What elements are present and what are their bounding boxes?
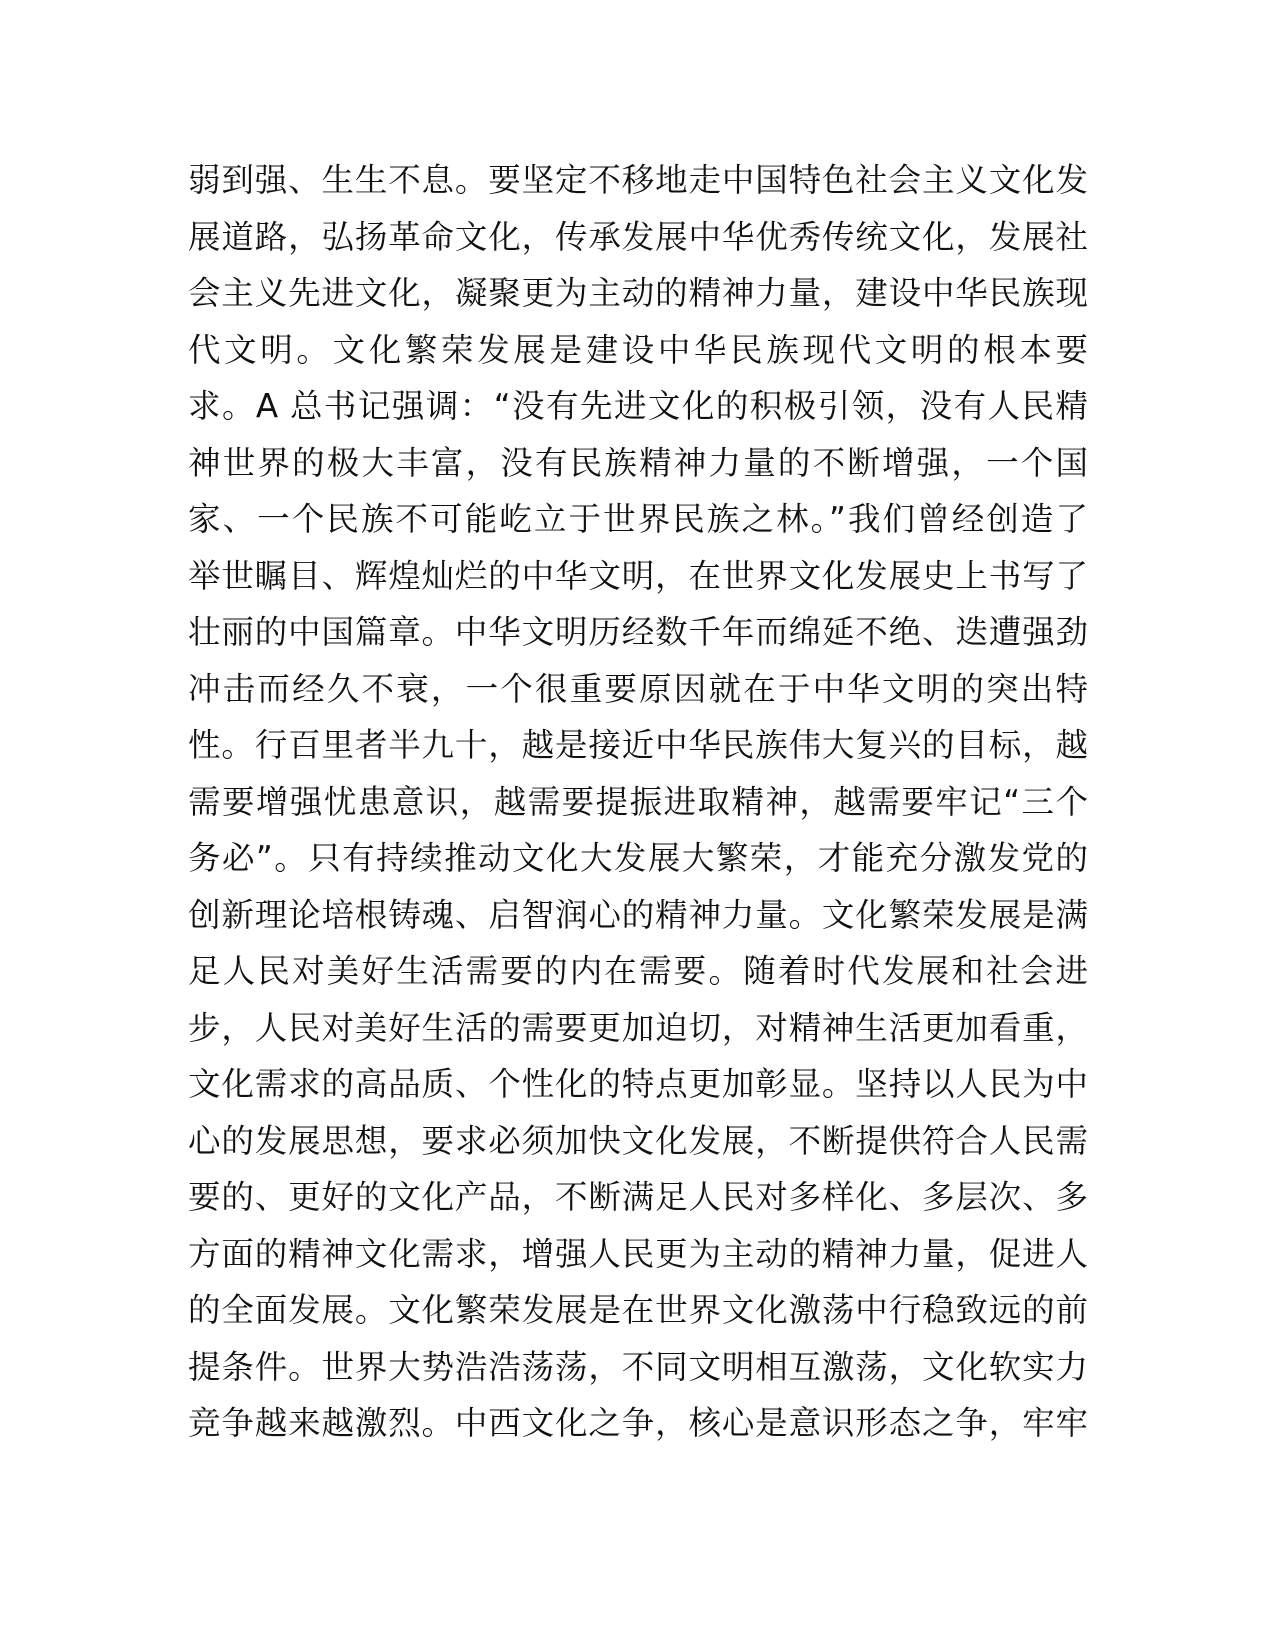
text-line: 方面的精神文化需求，增强人民更为主动的精神力量，促进人 <box>188 1234 1088 1273</box>
text-line: 要的、更好的文化产品，不断满足人民对多样化、多层次、多 <box>188 1178 1088 1216</box>
text-line: 步，人民对美好生活的需要更加迫切，对精神生活更加看重， <box>188 1008 1088 1047</box>
text-line: 家、一个民族不可能屹立于世界民族之林。”我们曾经创造了 <box>188 500 1088 538</box>
text-line: 心的发展思想，要求必须加快文化发展，不断提供符合人民需 <box>188 1121 1088 1160</box>
text-line: 文化需求的高品质、个性化的特点更加彰显。坚持以人民为中 <box>188 1065 1088 1103</box>
text-line: 务必”。只有持续推动文化大发展大繁荣，才能充分激发党的 <box>188 839 1088 877</box>
text-line: 竞争越来越激烈。中西文化之争，核心是意识形态之争，牢牢 <box>188 1404 1088 1442</box>
text-line: 举世瞩目、辉煌灿烂的中华文明，在世界文化发展史上书写了 <box>188 556 1088 595</box>
text-line: 性。行百里者半九十，越是接近中华民族伟大复兴的目标，越 <box>188 726 1088 764</box>
text-line: 会主义先进文化，凝聚更为主动的精神力量，建设中华民族现 <box>188 274 1088 312</box>
text-line: 冲击而经久不衰，一个很重要原因就在于中华文明的突出特 <box>188 669 1088 708</box>
text-line: 弱到强、生生不息。要坚定不移地走中国特色社会主义文化发 <box>188 161 1088 199</box>
text-line: 的全面发展。文化繁荣发展是在世界文化激荡中行稳致远的前 <box>188 1291 1088 1329</box>
text-line: 创新理论培根铸魂、启智润心的精神力量。文化繁荣发展是满 <box>188 895 1088 934</box>
text-line: 神世界的极大丰富，没有民族精神力量的不断增强，一个国 <box>188 443 1088 482</box>
text-line: 求。A 总书记强调：“没有先进文化的积极引领，没有人民精 <box>188 387 1088 425</box>
text-line: 壮丽的中国篇章。中华文明历经数千年而绵延不绝、迭遭强劲 <box>188 613 1088 651</box>
text-line: 需要增强忧患意识，越需要提振进取精神，越需要牢记“三个 <box>188 782 1088 821</box>
text-line: 足人民对美好生活需要的内在需要。随着时代发展和社会进 <box>188 952 1088 990</box>
text-line: 代文明。文化繁荣发展是建设中华民族现代文明的根本要 <box>188 330 1088 369</box>
text-line: 提条件。世界大势浩浩荡荡，不同文明相互激荡，文化软实力 <box>188 1347 1088 1386</box>
body-text <box>188 152 1088 1452</box>
text-line: 展道路，弘扬革命文化，传承发展中华优秀传统文化，发展社 <box>188 217 1088 256</box>
